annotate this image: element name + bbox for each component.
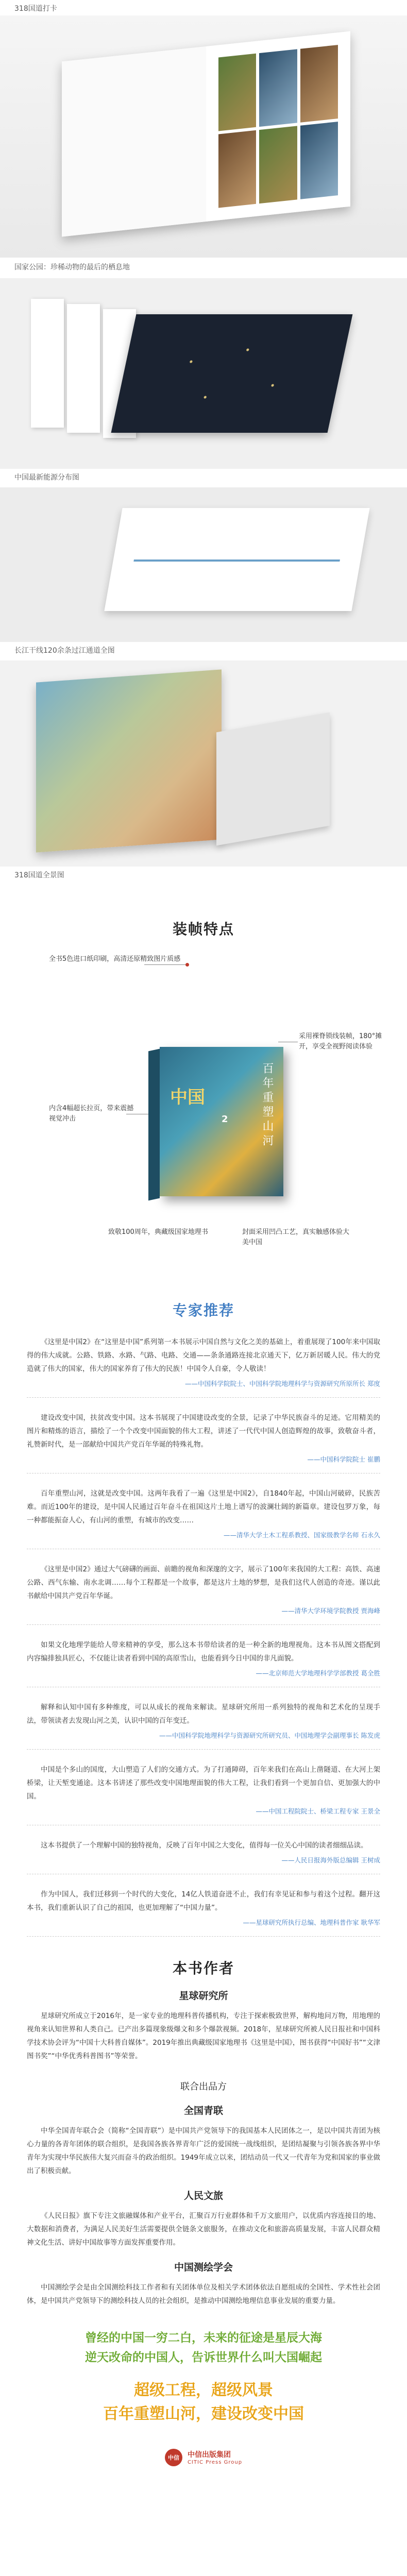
map318-photo	[0, 660, 407, 867]
expert-review	[27, 1839, 380, 1874]
expert-review	[27, 1411, 380, 1473]
slogans-section	[0, 2308, 407, 2436]
review-text: 建设改变中国，扶贫改变中国。这本书展现了中国建设改变的全景，记录了中华民族奋斗的足迹。它用精美的图片和精炼的语言，描绘了一个个改变中国面貌的伟大工程，讲述了一代代中国人创造辉煌的故事，致敬奋斗者，礼赞新时代，是一部献给中国共产党百年华诞的特殊礼物。	[27, 1414, 380, 1449]
partner-text: 中国测绘学会是由全国测绘科技工作者和有关团体单位及相关学术团体依法自愿组成的全国性、学术性社会团体，是中国共产党领导下的测绘科技人员的社会组织，是推动中国测绘地理信息事业发展的重要力量。	[27, 2283, 380, 2305]
top-caption: 318国道打卡	[14, 5, 57, 13]
experts-heading: 专家推荐	[172, 1302, 234, 1319]
expert-review	[27, 1335, 380, 1398]
book-cover-3d	[160, 1047, 283, 1196]
partner-item	[27, 2188, 380, 2249]
animal-photo	[218, 130, 256, 208]
book-cover-badge: 2	[222, 1114, 228, 1125]
partners-list	[27, 2103, 380, 2308]
book-spine	[148, 1049, 160, 1201]
map318-caption: 318国道全景图	[14, 871, 64, 879]
energy-map	[111, 314, 353, 433]
expert-review	[27, 1563, 380, 1625]
review-author: ——中国科学院院士 崔鹏	[307, 1455, 380, 1463]
national-park-caption: 国家公园：珍稀动物的最后的栖息地	[14, 263, 130, 272]
experts-section	[0, 1335, 407, 1937]
review-author: ——北京师范大学地理科学学部教授 葛全胜	[256, 1669, 380, 1677]
top-caption-block	[0, 0, 407, 15]
publisher-block	[0, 2436, 407, 2487]
feature-note-anniversary: 致敬100周年，典藏级国家地理书	[108, 1228, 208, 1236]
yangtze-caption: 长江干线120余条过江通道全图	[14, 647, 115, 655]
yangtze-map-strip	[104, 508, 369, 611]
slogan-line-3: 超级工程，超级风景	[134, 2381, 273, 2399]
publisher-name: 中信出版集团	[187, 2450, 231, 2459]
partner-item	[27, 2103, 380, 2178]
yangtze-caption-block	[0, 642, 407, 660]
authors-section	[0, 1988, 407, 2308]
authors-heading: 本书作者	[172, 1960, 234, 1977]
leader-dot	[185, 963, 189, 967]
partner-name: 人民文旅	[183, 2190, 223, 2201]
partner-text: 《人民日报》旗下专注文旅融媒体和产业平台，汇聚百万行业群体和千万文旅用户，以优质内容连接目的地、大数据和消费者，为满足人民美好生活需要提供全链条文旅服务，在推动文化和旅游高质量发展，丰富人民群众精神文化生活、讲好中国故事等方面发挥重要作用。	[27, 2212, 380, 2247]
spread-left-page	[62, 46, 206, 236]
book-spread	[62, 31, 350, 237]
expert-review	[27, 1888, 380, 1937]
slogan-line-1: 曾经的中国一穷二白，未来的征途是星辰大海	[85, 2331, 322, 2345]
expert-review	[27, 1763, 380, 1825]
review-author: ——清华大学土木工程系教授、国家级教学名师 石永久	[224, 1531, 380, 1539]
national-park-caption-block	[0, 258, 407, 278]
map318-poster	[36, 669, 222, 852]
expert-review	[27, 1701, 380, 1750]
review-text: 这本书提供了一个理解中国的独特视角，反映了百年中国之大变化，值得每一位关心中国的读者细细品读。	[41, 1841, 368, 1850]
review-divider	[27, 1397, 380, 1398]
slogan-line-2: 逆天改命的中国人，告诉世界什么叫大国崛起	[85, 2351, 322, 2364]
partner-text: 中华全国青年联合会（简称“全国青联”）是中国共产党领导下的我国基本人民团体之一，是以中国共青团为核心力量的各青年团体的联合组织，是我国各族各界青年广泛的爱国统一战线组织，是团结凝聚与引领各族各界中华青年为实现中华民族伟大复兴而奋斗的政治组织。1949年成立以来，团结动员一代又一代青年为党和国家的事业做出了积极贡献。	[27, 2127, 380, 2175]
publisher-name-en: CITIC Press Group	[187, 2459, 243, 2465]
review-text: 中国是个多山的国度，大山塑造了人们的交通方式。为了打通障碍，百年来我们在高山上凿隧道、在大河上架桥梁，让天堑变通途。这本书讲述了那些改变中国地理面貌的伟大工程，让我们看到一个更加自信、更加强大的中国。	[27, 1766, 380, 1801]
yangtze-photo	[0, 487, 407, 642]
book-cover-title: 中国	[170, 1087, 205, 1108]
spread-right-page	[206, 31, 350, 222]
review-author: ——中国科学院院士、中国科学院地理科学与资源研究所原所长 郑度	[185, 1380, 380, 1387]
animal-photo	[259, 126, 297, 204]
partner-name: 全国青联	[183, 2105, 223, 2116]
fold-map-caption: 中国最新能源分布图	[14, 473, 79, 482]
map318-caption-block	[0, 867, 407, 897]
animal-photo	[259, 49, 297, 127]
leader-line	[144, 964, 185, 965]
review-text: 作为中国人，我们迁移到一个时代的大变化，14亿人铁道奋进不止，我们有幸见证和参与着这个过程。翻开这本书，我们重新认识了自己的祖国，也更加理解了“中国力量”。	[27, 1890, 380, 1912]
review-text: 解释和认知中国有多种维度，可以从成长的视角来解读。星球研究所用一系列独特的视角和艺术化的呈现手法，带领读者去发现山河之美，认识中国的百年变迁。	[27, 1703, 380, 1725]
org-name: 星球研究所	[179, 1990, 228, 2002]
partner-name: 中国测绘学会	[174, 2262, 233, 2273]
review-divider	[27, 1749, 380, 1750]
org-text: 星球研究所成立于2016年，是一家专业的地理科普传播机构，专注于探索极致世界，解构地问万物，用地理的视角来认知世界和人类自己。已产出多篇现象级爆文和多个爆款视频。2018年，星球研究所被人民日报社和中国科学技术协会评为“中国十大科普自媒体”。2019年推出典藏级国家地理书《这里是中国》，图书获得“中国好书”“文津图书奖”“中华优秀科普图书”等荣誉。	[27, 2012, 380, 2060]
animal-photo	[218, 54, 256, 131]
partner-item	[27, 2260, 380, 2308]
review-divider	[27, 1624, 380, 1625]
fold-map-caption-block	[0, 469, 407, 487]
expert-review	[27, 1638, 380, 1687]
review-text: 《这里是中国2》通过大气磅礴的画面、前瞻的视角和深邃的文字，展示了100年来我国的大工程：高铁、高速公路、西气东输、南水北调……每个工程都是一个故事，都是这片土地的梦想，是我们这代人创造的奇迹。谨以此书献给中国共产党百年华诞。	[27, 1565, 380, 1600]
feature-note-paper: 全书5色进口纸印刷，高清还原精致图片质感	[49, 955, 181, 963]
review-text: 如果文化地理学能给人带来精神的享受，那么这本书带给读者的是一种全新的地理视角。这本书从图文搭配到内容编排独具匠心，不仅能让读者看到中国的高原雪山，也能看到今日中国的非凡面貌。	[27, 1641, 380, 1663]
partners-heading: 联合出品方	[180, 2081, 227, 2092]
open-book-photo	[0, 15, 407, 258]
animal-photo	[300, 45, 338, 123]
publisher-logo-icon: 中信	[165, 2449, 182, 2466]
fold-map-photo	[0, 278, 407, 469]
fold-panel	[67, 304, 100, 433]
review-author: ——中国工程院院士、桥梁工程专家 王景全	[256, 1807, 380, 1815]
fold-panel	[31, 299, 64, 428]
features-heading: 装帧特点	[172, 921, 234, 938]
review-author: ——人民日报海外版总编辑 王树成	[281, 1856, 380, 1864]
slogan-line-4: 百年重塑山河，建设改变中国	[103, 2405, 304, 2423]
review-author: ——星球研究所执行总编、地理科普作家 耿华军	[243, 1919, 380, 1926]
review-text: 百年重塑山河，这就是改变中国。这两年我看了一遍《这里是中国2》，自1840年起，中国山河破碎，民族苦难。而近100年的建设，是中国人民通过百年奋斗在祖国这片土地上谱写的波澜壮阔的新篇章。建设包罗万象，每一种都能振奋人心，有山河的重塑，有城市的改变……	[27, 1489, 380, 1524]
feature-note-emboss: 封面采用凹凸工艺，真实触感体验大美中国	[242, 1228, 350, 1246]
feature-note-foldouts: 内含4幅超长拉页，带来震撼视觉冲击	[49, 1105, 134, 1123]
animal-photo	[300, 122, 338, 199]
features-section	[0, 939, 407, 1294]
review-text: 《这里是中国2》在“这里是中国”系列第一本书展示中国自然与文化之美的基础上，着重展现了100年来中国取得的伟大成就。公路、铁路、水路、气路、电路、交通——条条通路连接北京通天下，亿万新居暖人民。伟大的党造就了伟大的国家，伟大的国家养育了伟大的民族！中国令人自豪，令人敬读！	[27, 1338, 380, 1373]
book-cover-vertical-title: 百年重塑山河	[261, 1062, 274, 1149]
feature-note-binding: 采用裸脊锁线装帧，180°摊开，享受全视野阅读体验	[299, 1032, 382, 1050]
review-divider	[27, 1936, 380, 1937]
review-author: ——清华大学环境学院教授 贾海峰	[281, 1607, 380, 1615]
map318-book	[216, 713, 330, 846]
review-author: ——中国科学院地理科学与资源研究所研究员、中国地理学会副理事长 陈发虎	[159, 1732, 380, 1739]
expert-review	[27, 1487, 380, 1549]
